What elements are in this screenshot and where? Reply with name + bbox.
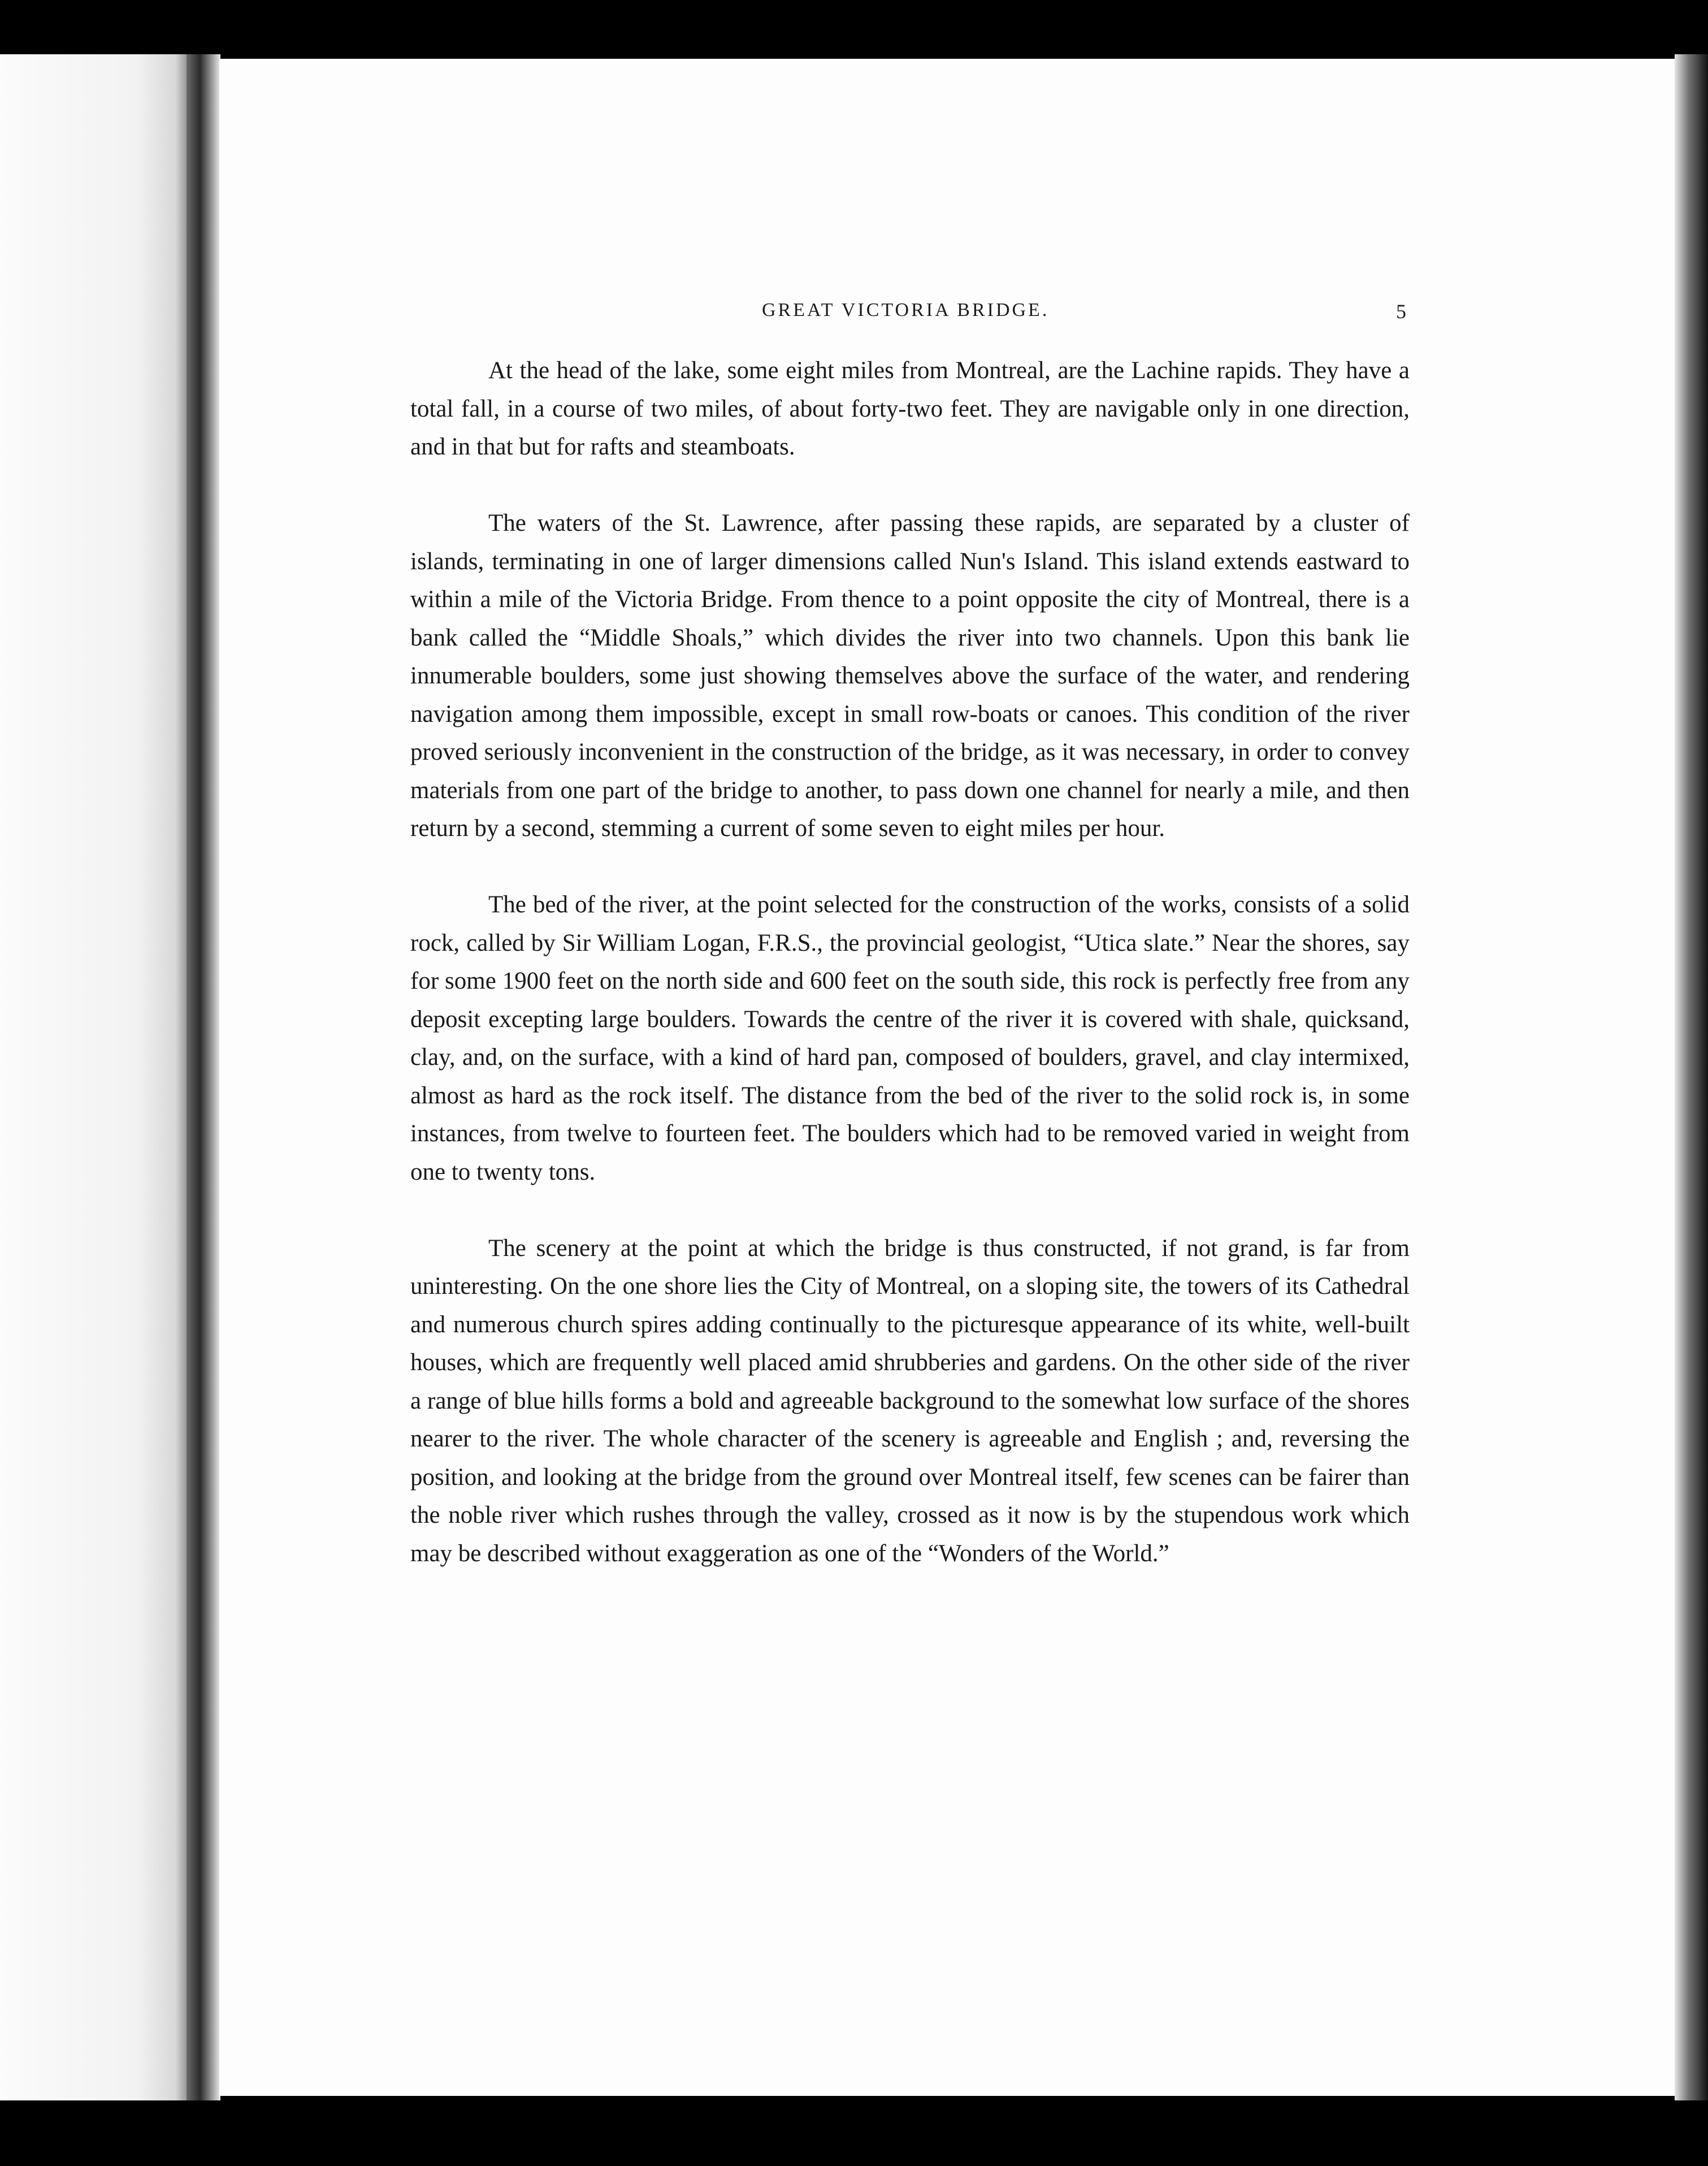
running-title: GREAT VICTORIA BRIDGE. xyxy=(762,300,1050,320)
book-gutter xyxy=(187,54,220,2100)
paragraph-scenery: The scenery at the point at which the bridge is thus constructed, if not grand, is far from uninteresting. On the one shore lies the City of Montreal, on a sloping site, the towers of its Cathedral and numerous church spires adding continually to the picturesque appearance of its white, well-built houses, which are frequently well placed amid shrubberies and gardens. On the other side of the river a range of blue hills forms a bold and agreeable background to the somewhat low surface of the shores nearer to the river. The whole character of the scenery is agreeable and English ; and, reversing the position, and looking at the bridge from the ground over Montreal itself, few scenes can be fairer than the noble river which rushes through the valley, crossed as it now is by the stupendous work which may be described without exaggeration as one of the “Wonders of the World.” xyxy=(410,1234,1410,1567)
page-edge-shadow xyxy=(1675,54,1708,2100)
facing-page-edge xyxy=(0,54,195,2100)
page-number: 5 xyxy=(1396,300,1406,323)
body-text xyxy=(410,352,1410,1572)
paragraph-middle-shoals: The waters of the St. Lawrence, after passing these rapids, are separated by a cluster of islands, terminating in one of larger dimensions called Nun's Island. This island extends eastward to within a mile of the Victoria Bridge. From thence to a point opposite the city of Montreal, there is a bank called the “Middle Shoals,” which divides the river into two channels. Upon this bank lie innumerable boulders, some just showing themselves above the surface of the water, and rendering navigation among them impossible, except in small row-boats or canoes. This condition of the river proved seriously inconvenient in the construction of the bridge, as it was necessary, in order to convey materials from one part of the bridge to another, to pass down one channel for nearly a mile, and then return by a second, stemming a current of some seven to eight miles per hour. xyxy=(410,510,1410,842)
paragraph-river-bed: The bed of the river, at the point selected for the construction of the works, consists of a solid rock, called by Sir William Logan, F.R.S., the provincial geologist, “Utica slate.” Near the shores, say for some 1900 feet on the north side and 600 feet on the south side, this rock is perfectly free from any deposit excepting large boulders. Towards the centre of the river it is covered with shale, quicksand, clay, and, on the surface, with a kind of hard pan, composed of boulders, gravel, and clay intermixed, almost as hard as the rock itself. The distance from the bed of the river to the solid rock is, in some instances, from twelve to fourteen feet. The boulders which had to be removed varied in weight from one to twenty tons. xyxy=(410,891,1410,1185)
paragraph-lachine-rapids: At the head of the lake, some eight miles from Montreal, are the Lachine rapids. They have a total fall, in a course of two miles, of about forty-two feet. They are navigable only in one direction, and in that but for rafts and steamboats. xyxy=(410,357,1410,460)
